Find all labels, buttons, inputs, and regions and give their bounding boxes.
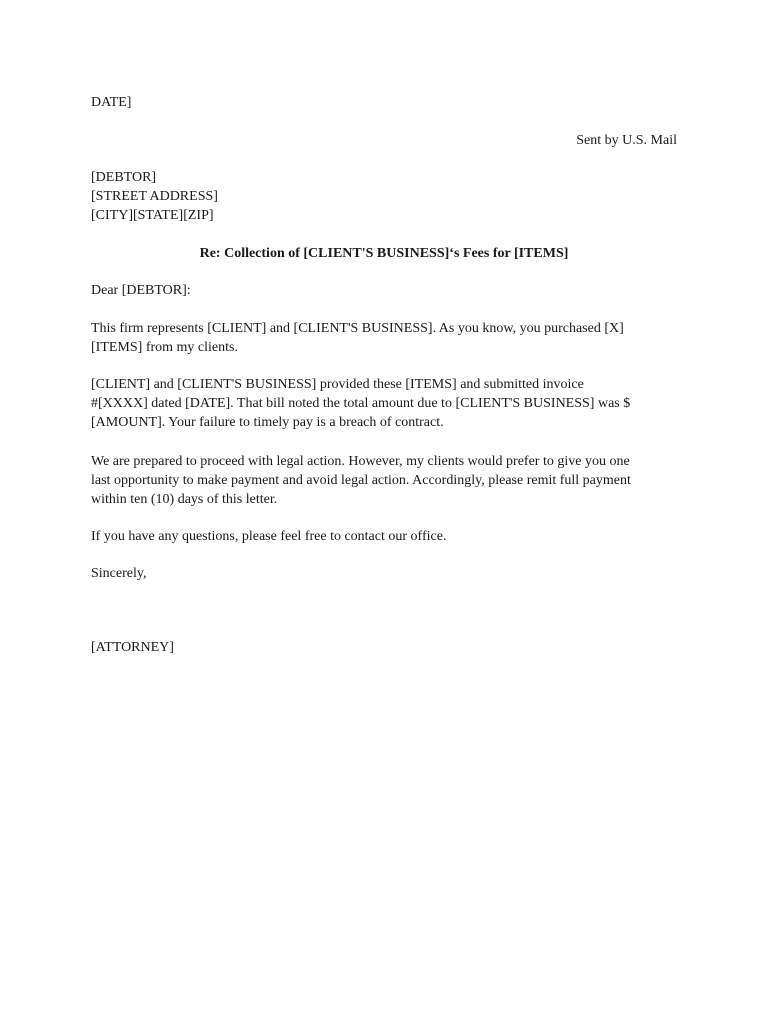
salutation: Dear [DEBTOR]: xyxy=(91,283,191,298)
recipient-street: [STREET ADDRESS] xyxy=(91,189,218,204)
paragraph-2-line-3: [AMOUNT]. Your failure to timely pay is a breach of contract. xyxy=(91,415,444,430)
paragraph-3-line-1: We are prepared to proceed with legal action. However, my clients would prefer to give you one xyxy=(91,454,630,469)
delivery-method: Sent by U.S. Mail xyxy=(576,133,677,148)
paragraph-1-line-2: [ITEMS] from my clients. xyxy=(91,340,238,355)
paragraph-1-line-1: This firm represents [CLIENT] and [CLIENT'S BUSINESS]. As you know, you purchased [X] xyxy=(91,321,624,336)
paragraph-3-line-3: within ten (10) days of this letter. xyxy=(91,492,278,507)
paragraph-3-line-2: last opportunity to make payment and avoid legal action. Accordingly, please remit full payment xyxy=(91,473,631,488)
paragraph-4: If you have any questions, please feel free to contact our office. xyxy=(91,529,447,544)
letter-date: DATE] xyxy=(91,95,132,110)
paragraph-2-line-2: #[XXXX] dated [DATE]. That bill noted the total amount due to [CLIENT'S BUSINESS] was $ xyxy=(91,396,631,411)
recipient-city-state-zip: [CITY][STATE][ZIP] xyxy=(91,208,214,223)
paragraph-2-line-1: [CLIENT] and [CLIENT'S BUSINESS] provided these [ITEMS] and submitted invoice xyxy=(91,377,584,392)
signature-name: [ATTORNEY] xyxy=(91,640,174,655)
recipient-name: [DEBTOR] xyxy=(91,170,157,185)
letter-subject: Re: Collection of [CLIENT'S BUSINESS]‘s Fees for [ITEMS] xyxy=(199,246,569,261)
closing: Sincerely, xyxy=(91,566,147,581)
